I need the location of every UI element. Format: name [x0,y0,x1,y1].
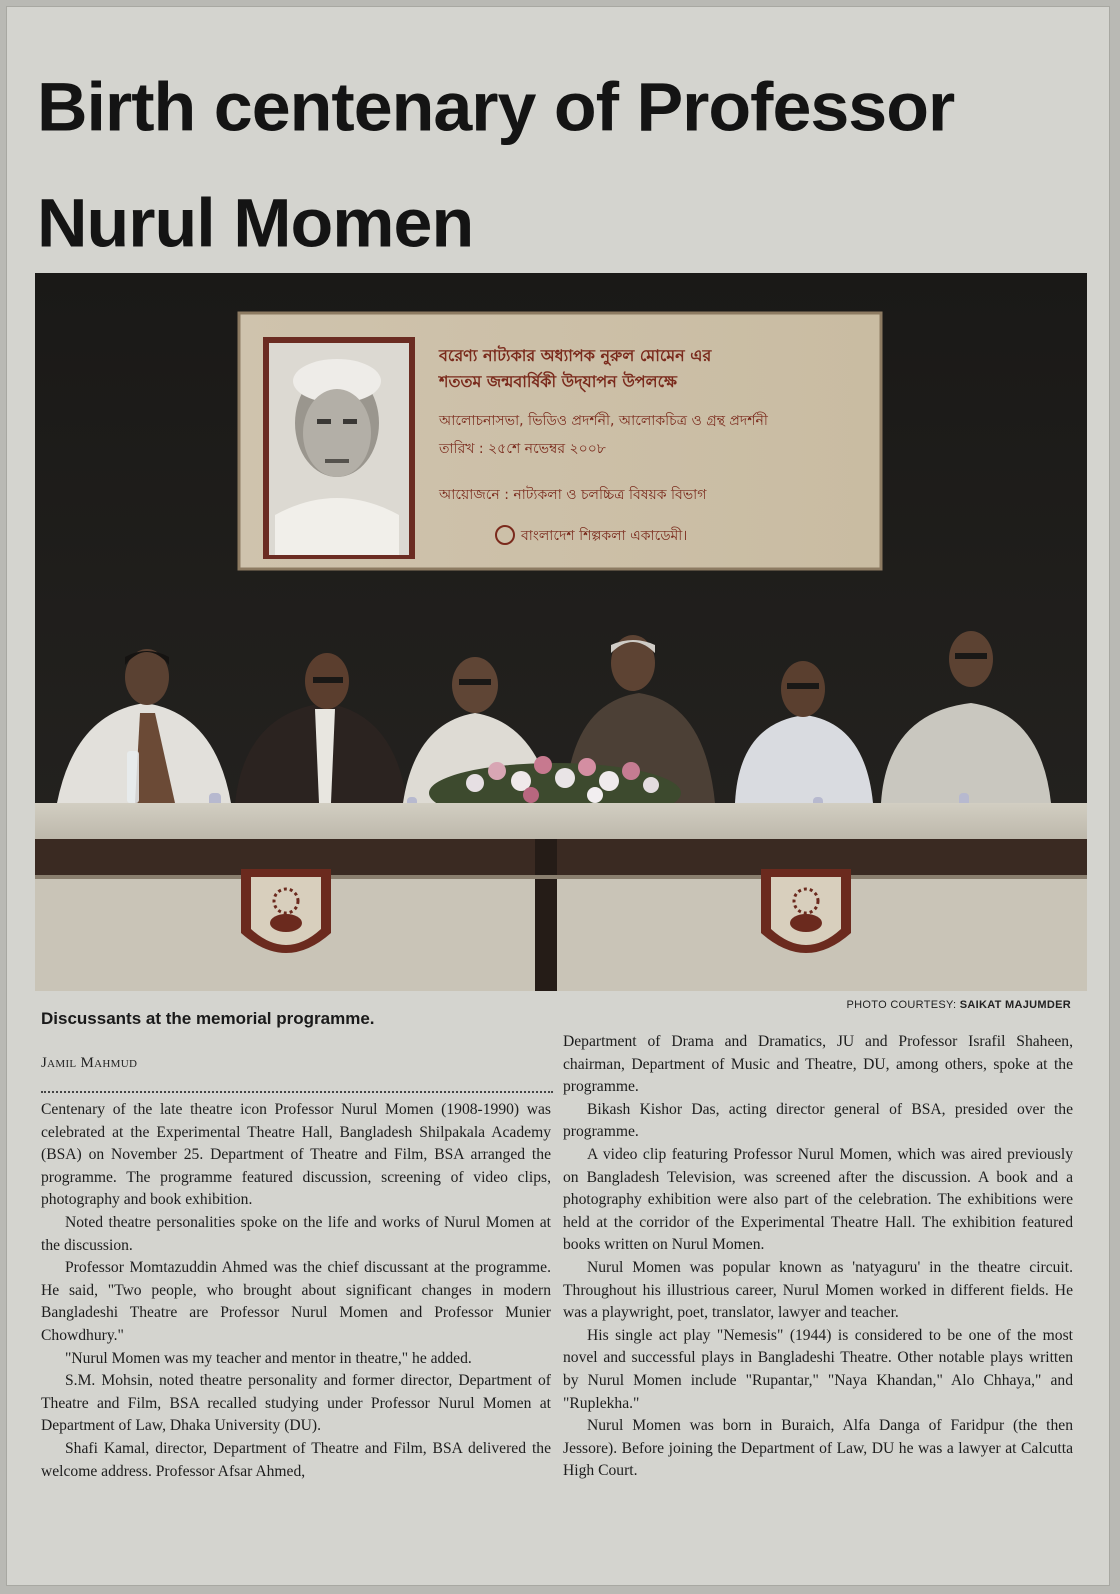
banner [239,313,881,569]
article-column-right [563,1031,1073,1483]
paragraph: "Nurul Momen was my teacher and mentor in theatre," he added. [65,1349,472,1367]
photo-credit-prefix: PHOTO COURTESY: [846,999,957,1011]
paragraph: Centenary of the late theatre icon Professor Nurul Momen (1908-1990) was celebrated at the Experimental Theatre Hall, Bangladesh Shilpakala Academy (BSA) on November 25. Department of Theatre and Film, BSA arranged the programme. The programme featured discussion, screening of video clips, photography and book exhibition. [41,1101,551,1209]
byline: Jamil Mahmud [41,1055,138,1071]
banner-line-6: বাংলাদেশ শিল্পকলা একাডেমী। [521,528,688,544]
bsa-emblem-icon [241,869,331,953]
photo-credit-name: SAIKAT MAJUMDER [959,999,1071,1011]
paragraph: Noted theatre personalities spoke on the life and works of Nurul Momen at the discussion. [41,1213,551,1254]
paragraph: A video clip featuring Professor Nurul Momen, which was aired previously on Bangladesh Television, was screened after the discussion. A book and a photography exhibition were also part of the celebration. The exhibitions were held at the corridor of the Experimental Theatre Hall. The exhibition featured books written on Nurul Momen. [563,1145,1073,1254]
paragraph: Department of Drama and Dramatics, JU and Professor Israfil Shaheen, chairman, Department of Music and Theatre, DU, among others, spoke at the programme. [563,1033,1073,1096]
portrait-photo [269,343,409,555]
headline: Birth centenary of Professor Nurul Momen [37,68,955,262]
paragraph: Bikash Kishor Das, acting director general of BSA, presided over the programme. [563,1100,1073,1141]
banner-line-2: শততম জন্মবার্ষিকী উদ্‌যাপন উপলক্ষে [439,372,677,391]
article-column-left [41,1099,551,1483]
banner-line-3: আলোচনাসভা, ভিডিও প্রদর্শনী, আলোকচিত্র ও গ্রন্থ প্রদর্শনী [439,413,768,429]
event-photo [35,273,1087,991]
paragraph: S.M. Mohsin, noted theatre personality and former director, Department of Theatre and Film, BSA recalled studying under Professor Nurul Momen at Department of Law, Dhaka University (DU). [41,1372,551,1435]
banner-line-1: বরেণ্য নাট্যকার অধ্যাপক নুরুল মোমেন এর [439,346,712,365]
stage-table [35,803,1087,991]
paragraph: His single act play "Nemesis" (1944) is considered to be one of the most novel and successful plays in Bangladeshi Theatre. Other notable plays written by Nurul Momen include "Rupantar," "Naya Khandan," Alo Chhaya," and "Ruplekha." [563,1326,1073,1412]
paragraph: Nurul Momen was born in Buraich, Alfa Danga of Faridpur (the then Jessore). Before joining the Department of Law, DU he was a lawyer at Calcutta High Court. [563,1417,1073,1480]
paragraph: Nurul Momen was popular known as 'natyaguru' in the theatre circuit. Throughout his illustrious career, Nurul Momen worked in different fields. He was a playwright, poet, translator, lawyer and teacher. [563,1258,1073,1322]
photo-caption: Discussants at the memorial programme. [41,1009,375,1028]
banner-line-4: তারিখ : ২৫শে নভেম্বর ২০০৮ [439,441,606,457]
banner-line-5: আয়োজনে : নাট্যকলা ও চলচ্চিত্র বিষয়ক বিভাগ [439,487,707,503]
paragraph: Shafi Kamal, director, Department of Theatre and Film, BSA delivered the welcome address. Professor Afsar Ahmed, [41,1439,551,1480]
photo-credit [847,999,1071,1011]
newspaper-page [6,6,1110,1586]
paragraph: Professor Momtazuddin Ahmed was the chief discussant at the programme. He said, "Two people, who brought about significant changes in modern Bangladeshi Theatre are Professor Nurul Momen and Professor Munier Chowdhury." [41,1259,551,1344]
byline-divider [41,1091,553,1093]
water-bottle [127,751,139,803]
bsa-emblem-icon [761,869,851,953]
